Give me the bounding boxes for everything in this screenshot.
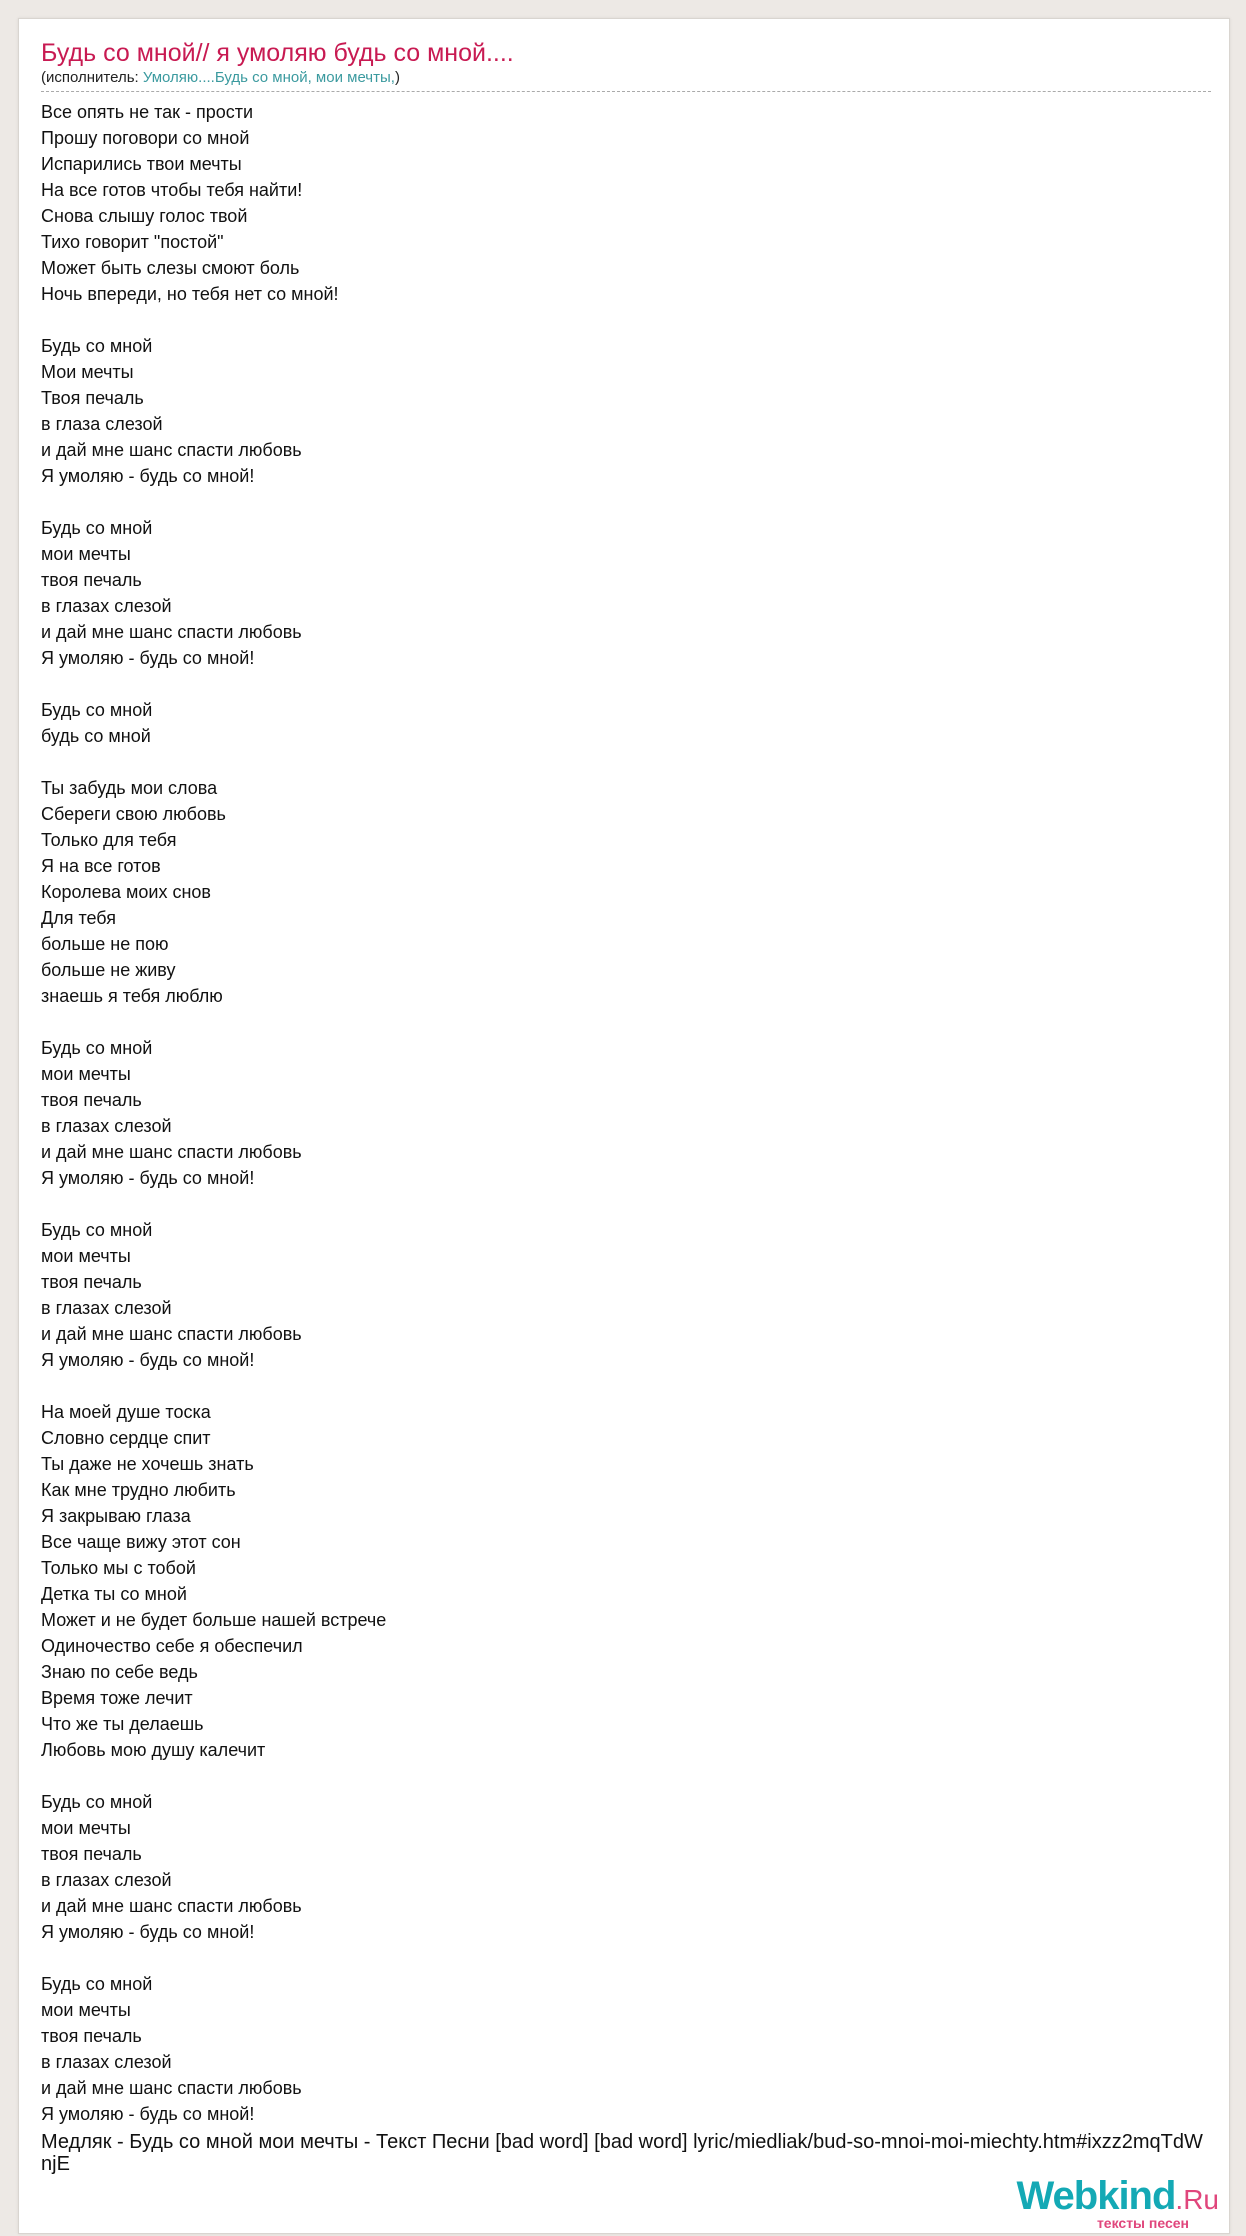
lyric-line [41, 749, 386, 775]
lyric-line: На все готов чтобы тебя найти! [41, 180, 303, 200]
artist-line [41, 69, 400, 87]
lyric-line: больше не живу [41, 960, 176, 980]
lyric-line: будь со мной [41, 726, 151, 746]
lyric-line: Сбереги свою любовь [41, 804, 226, 824]
lyric-line: Будь со мной [41, 1038, 153, 1058]
logo-wordmark [1016, 2174, 1219, 2218]
logo-tagline: тексты песен [1096, 2215, 1189, 2231]
lyric-line: Будь со мной [41, 700, 153, 720]
lyric-line: Время тоже лечит [41, 1688, 193, 1708]
lyric-line: Я умоляю - будь со мной! [41, 648, 255, 668]
lyric-line [41, 1373, 386, 1399]
lyric-line: Будь со мной [41, 518, 153, 538]
artist-suffix: ) [394, 69, 400, 86]
lyric-line [41, 307, 386, 333]
lyrics-card [18, 18, 1230, 2234]
lyric-line: твоя печаль [41, 2026, 142, 2046]
lyric-line: Как мне трудно любить [41, 1480, 236, 1500]
lyric-line: Знаю по себе ведь [41, 1662, 198, 1682]
lyric-line: в глазах слезой [41, 596, 172, 616]
lyric-line: Только для тебя [41, 830, 177, 850]
lyric-line: твоя печаль [41, 1844, 142, 1864]
lyric-line: мои мечты [41, 1818, 131, 1838]
lyric-line: Детка ты со мной [41, 1584, 187, 1604]
lyric-line: Я умоляю - будь со мной! [41, 1350, 255, 1370]
artist-link[interactable]: Умоляю....Будь со мной, мои мечты, [142, 69, 395, 86]
lyric-line: твоя печаль [41, 1272, 142, 1292]
lyric-line: Я умоляю - будь со мной! [41, 466, 255, 486]
lyric-line: Будь со мной [41, 1220, 153, 1240]
lyric-line: Прошу поговори со мной [41, 128, 250, 148]
lyric-line [41, 671, 386, 697]
lyric-line [41, 1191, 386, 1217]
lyric-line: мои мечты [41, 1246, 131, 1266]
lyric-line: Одиночество себе я обеспечил [41, 1636, 303, 1656]
lyric-line [41, 1763, 386, 1789]
lyric-line: и дай мне шанс спасти любовь [41, 1142, 302, 1162]
lyric-line: Только мы с тобой [41, 1558, 196, 1578]
lyric-line: в глазах слезой [41, 1116, 172, 1136]
lyric-line: и дай мне шанс спасти любовь [41, 1324, 302, 1344]
lyrics-text [41, 99, 386, 2127]
lyric-line: Что же ты делаешь [41, 1714, 204, 1734]
lyric-line [41, 1945, 386, 1971]
lyric-line: Я умоляю - будь со мной! [41, 1168, 255, 1188]
lyric-line: Будь со мной [41, 1974, 153, 1994]
lyric-line: в глаза слезой [41, 414, 163, 434]
lyric-line: Я на все готов [41, 856, 161, 876]
lyric-line: твоя печаль [41, 570, 142, 590]
lyric-line: Я умоляю - будь со мной! [41, 1922, 255, 1942]
lyric-line: На моей душе тоска [41, 1402, 211, 1422]
lyric-line: Будь со мной [41, 336, 153, 356]
lyric-line: и дай мне шанс спасти любовь [41, 1896, 302, 1916]
divider [41, 91, 1211, 92]
lyric-line: Может и не будет больше нашей встрече [41, 1610, 387, 1630]
lyric-line: и дай мне шанс спасти любовь [41, 622, 302, 642]
site-logo[interactable] [1016, 2174, 1219, 2231]
lyric-line: Все чаще вижу этот сон [41, 1532, 241, 1552]
lyric-line: Мои мечты [41, 362, 134, 382]
lyric-line: и дай мне шанс спасти любовь [41, 2078, 302, 2098]
lyric-line: твоя печаль [41, 1090, 142, 1110]
lyric-line: знаешь я тебя люблю [41, 986, 223, 1006]
lyric-line: мои мечты [41, 2000, 131, 2020]
lyric-line: Ты забудь мои слова [41, 778, 218, 798]
artist-prefix: (исполнитель: [41, 69, 143, 86]
song-title: Будь со мной// я умоляю будь со мной.... [41, 39, 514, 67]
lyric-line [41, 1009, 386, 1035]
lyric-line: в глазах слезой [41, 1870, 172, 1890]
lyric-line: Словно сердце спит [41, 1428, 211, 1448]
lyric-line: Ты даже не хочешь знать [41, 1454, 254, 1474]
lyric-line: мои мечты [41, 544, 131, 564]
lyric-line: Королева моих снов [41, 882, 211, 902]
lyric-line: Снова слышу голос твой [41, 206, 248, 226]
lyric-line: больше не пою [41, 934, 169, 954]
lyric-line: Все опять не так - прости [41, 102, 254, 122]
lyric-line: Любовь мою душу калечит [41, 1740, 266, 1760]
lyric-line: мои мечты [41, 1064, 131, 1084]
logo-tld: .Ru [1175, 2184, 1219, 2215]
lyric-line: Для тебя [41, 908, 116, 928]
lyric-line: Может быть слезы смоют боль [41, 258, 300, 278]
lyric-line: Твоя печаль [41, 388, 144, 408]
lyric-line: в глазах слезой [41, 2052, 172, 2072]
lyric-line: Ночь впереди, но тебя нет со мной! [41, 284, 339, 304]
source-footer: Медляк - Будь со мной мои мечты - Текст Песни [bad word] [bad word] lyric/miedliak/bud-so-mnoi-moi-miechty.htm#ixzz2mqTdWnjE [41, 2131, 1203, 2175]
lyric-line: в глазах слезой [41, 1298, 172, 1318]
lyric-line [41, 489, 386, 515]
lyric-line: Я закрываю глаза [41, 1506, 191, 1526]
logo-main: Webkind [1016, 2174, 1176, 2218]
lyric-line: и дай мне шанс спасти любовь [41, 440, 302, 460]
lyric-line: Я умоляю - будь со мной! [41, 2104, 255, 2124]
lyric-line: Будь со мной [41, 1792, 153, 1812]
lyric-line: Испарились твои мечты [41, 154, 242, 174]
lyric-line: Тихо говорит "постой" [41, 232, 224, 252]
